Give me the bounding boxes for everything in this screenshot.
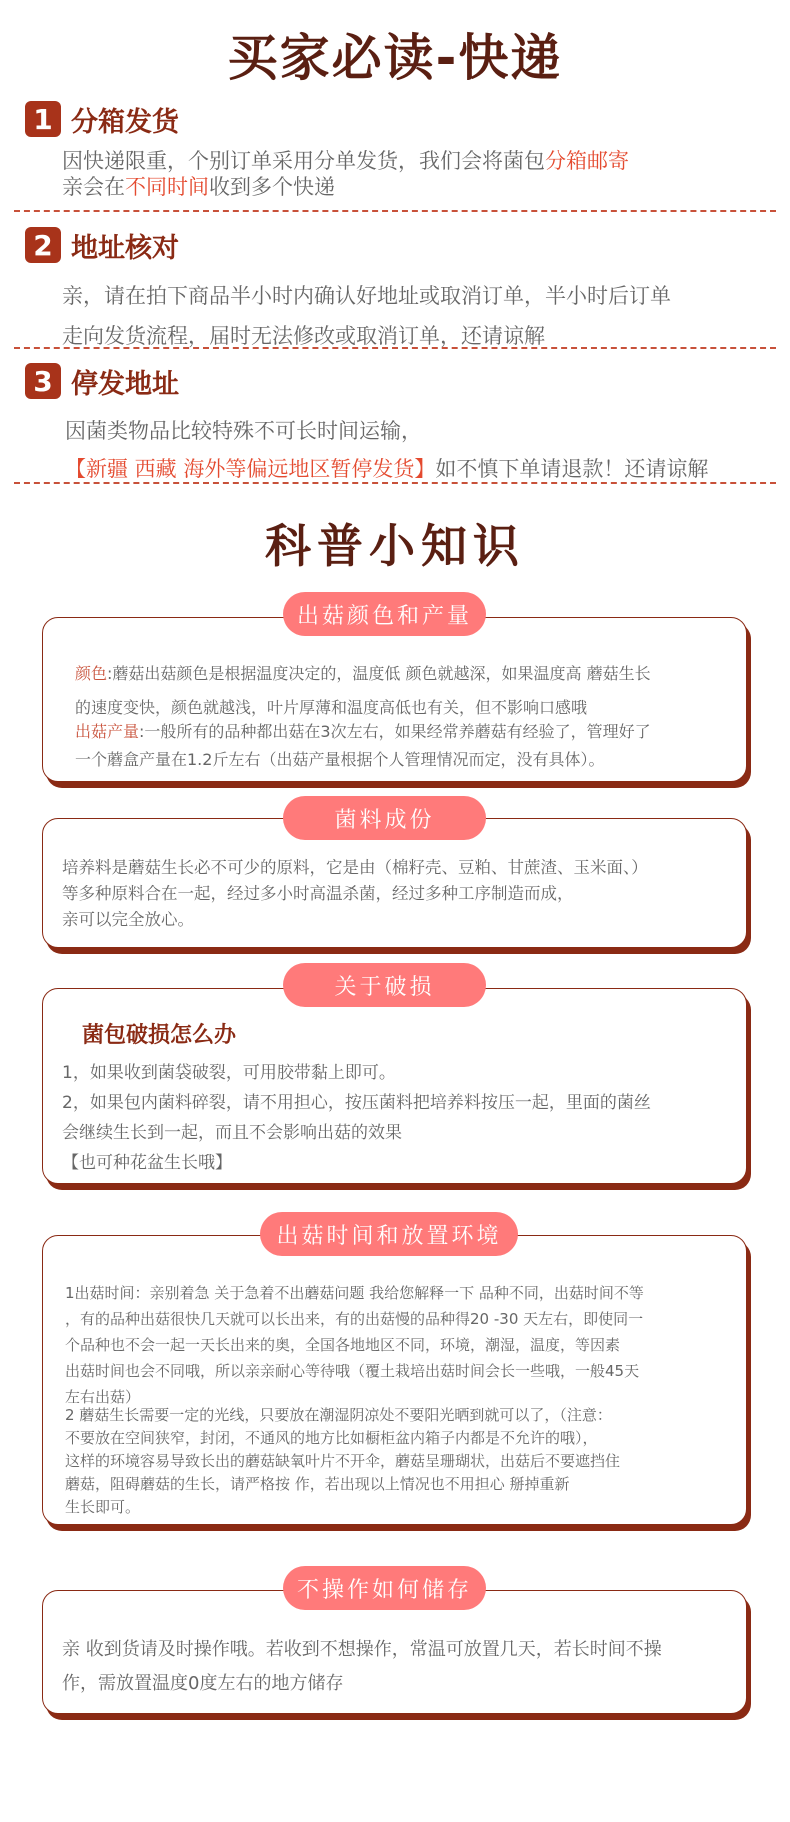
text: 如不慎下单请退款！还请谅解 xyxy=(435,457,709,481)
text: 收到多个快递 xyxy=(209,175,335,199)
dashed-divider xyxy=(14,482,776,484)
card-pill-storage: 不操作如何储存 xyxy=(283,1566,486,1610)
text: 2，如果包内菌料碎裂，请不用担心，按压菌料把培养料按压一起，里面的菌丝 xyxy=(62,1093,651,1113)
page-title: 买家必读-快递 xyxy=(227,29,563,87)
section-title: 停发地址 xyxy=(71,368,179,400)
text: 1，如果收到菌袋破裂，可用胶带黏上即可。 xyxy=(62,1063,396,1083)
section-2-text xyxy=(62,276,782,356)
text: 一个蘑盒产量在1.2斤左右（出菇产量根据个人管理情况而定，没有具体）。 xyxy=(75,750,605,769)
text: 出菇时间也会不同哦，所以亲亲耐心等待哦（覆土栽培出菇时间会长一些哦，一般45天 xyxy=(65,1362,640,1380)
highlight-text: 【新疆 西藏 海外等偏远地区暂停发货】 xyxy=(65,457,436,481)
card-timing-text-1 xyxy=(65,1280,644,1410)
text: 不要放在空间狭窄，封闭，不通风的地方比如橱柜盆内箱子内都是不允许的哦）， xyxy=(65,1429,598,1447)
card-pill-timing: 出菇时间和放置环境 xyxy=(260,1212,518,1256)
text: 的速度变快，颜色就越浅，叶片厚薄和温度高低也有关，但不影响口感哦 xyxy=(75,698,588,717)
section-3-text xyxy=(65,412,785,488)
text: 因快递限重，个别订单采用分单发货，我们会将菌包 xyxy=(62,149,545,173)
science-title: 科普小知识 xyxy=(265,519,525,573)
text: 个品种也不会一起一天长出来的奥，全国各地地区不同，环境，潮湿，温度，等因素 xyxy=(65,1336,621,1354)
card-material-text xyxy=(62,855,648,933)
dashed-divider xyxy=(14,210,776,212)
text: 【也可种花盆生长哦】 xyxy=(62,1153,232,1173)
card-color-text xyxy=(75,657,651,725)
text: :一般所有的品种都出菇在3次左右，如果经常养蘑菇有经验了，管理好了 xyxy=(139,722,651,741)
text: 1出菇时间：亲别着急 关于急着不出蘑菇问题 我给您解释一下 品种不同，出菇时间不等 xyxy=(65,1284,644,1302)
text: 左右出菇） xyxy=(65,1388,141,1406)
section-header-3 xyxy=(25,362,179,400)
text: ，有的品种出菇很快几天就可以长出来，有的出菇慢的品种得20 -30 天左右，即使同一 xyxy=(65,1310,644,1328)
text: 会继续生长到一起，而且不会影响出菇的效果 xyxy=(62,1123,402,1143)
text: 亲可以完全放心。 xyxy=(62,910,194,929)
text: 走向发货流程，届时无法修改或取消订单，还请谅解 xyxy=(62,324,545,348)
section-header-2 xyxy=(25,226,179,264)
text: 蘑菇，阻碍蘑菇的生长，请严格按 作，若出现以上情况也不用担心 掰掉重新 xyxy=(65,1475,570,1493)
section-number: 3 xyxy=(25,363,61,399)
section-number: 2 xyxy=(25,227,61,263)
text: 作，需放置温度0度左右的地方储存 xyxy=(62,1673,344,1694)
card-pill-color-yield: 出菇颜色和产量 xyxy=(283,592,486,636)
text: 这样的环境容易导致长出的蘑菇缺氧叶片不开伞，蘑菇呈珊瑚状，出菇后不要遮挡住 xyxy=(65,1452,621,1470)
card-damage-text xyxy=(62,1058,651,1178)
text: :蘑菇出菇颜色是根据温度决定的，温度低 颜色就越深，如果温度高 蘑菇生长 xyxy=(107,664,651,683)
section-title: 分箱发货 xyxy=(71,106,179,138)
text: 因菌类物品比较特殊不可长时间运输， xyxy=(65,419,422,443)
card-yield-text xyxy=(75,718,651,774)
card-damage-subtitle: 菌包破损怎么办 xyxy=(82,1023,237,1048)
section-title: 地址核对 xyxy=(71,232,179,264)
label: 出菇产量 xyxy=(75,722,140,741)
label: 颜色 xyxy=(75,664,108,683)
card-pill-damage: 关于破损 xyxy=(283,963,486,1007)
text: 等多种原料合在一起，经过多小时高温杀菌，经过多种工序制造而成， xyxy=(62,884,574,903)
text: 亲，请在拍下商品半小时内确认好地址或取消订单，半小时后订单 xyxy=(62,284,671,308)
text: 培养料是蘑菇生长必不可少的原料，它是由（棉籽壳、豆粕、甘蔗渣、玉米面、） xyxy=(62,858,648,877)
section-1-text xyxy=(62,146,782,202)
text: 2 蘑菇生长需要一定的光线，只要放在潮湿阴凉处不要阳光晒到就可以了，（注意： xyxy=(65,1406,612,1424)
text: 亲 收到货请及时操作哦。若收到不想操作，常温可放置几天，若长时间不操 xyxy=(62,1639,662,1660)
highlight-text: 分箱邮寄 xyxy=(545,149,629,173)
card-timing-text-2 xyxy=(65,1404,620,1519)
text: 亲会在 xyxy=(62,175,125,199)
section-number: 1 xyxy=(25,101,61,137)
text: 生长即可。 xyxy=(65,1498,141,1516)
card-pill-material: 菌料成份 xyxy=(283,796,486,840)
highlight-text: 不同时间 xyxy=(125,175,209,199)
card-storage-text xyxy=(62,1633,662,1701)
section-header-1 xyxy=(25,100,179,138)
dashed-divider xyxy=(14,347,776,349)
